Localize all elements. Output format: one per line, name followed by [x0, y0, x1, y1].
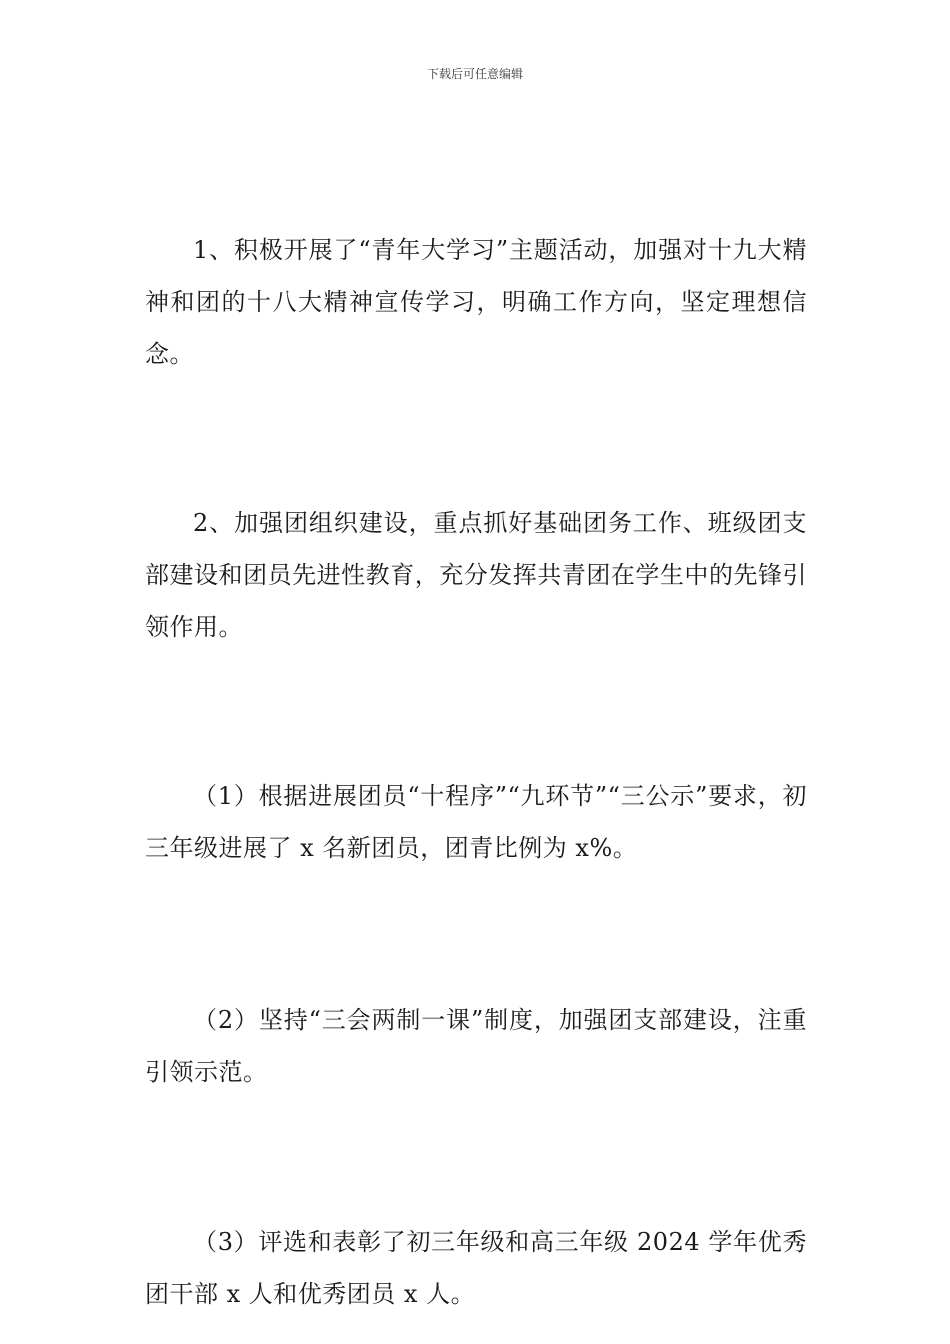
document-body [145, 224, 807, 1320]
page-header: 下载后可任意编辑 [426, 67, 523, 81]
paragraph-5: （3）评选和表彰了初三年级和高三年级 2024 学年优秀团干部 x 人和优秀团员 x 人。 [145, 1228, 807, 1308]
paragraph-4: （2）坚持“三会两制一课”制度，加强团支部建设，注重引领示范。 [145, 1006, 807, 1086]
paragraph-1: 1、积极开展了“青年大学习”主题活动，加强对十九大精神和团的十八大精神宣传学习，明确工作方向，坚定理想信念。 [145, 236, 807, 368]
paragraph-3: （1）根据进展团员“十程序”“九环节”“三公示”要求，初三年级进展了 x 名新团员，团青比例为 x%。 [145, 782, 807, 862]
paragraph-2: 2、加强团组织建设，重点抓好基础团务工作、班级团支部建设和团员先进性教育，充分发挥共青团在学生中的先锋引领作用。 [145, 509, 807, 641]
